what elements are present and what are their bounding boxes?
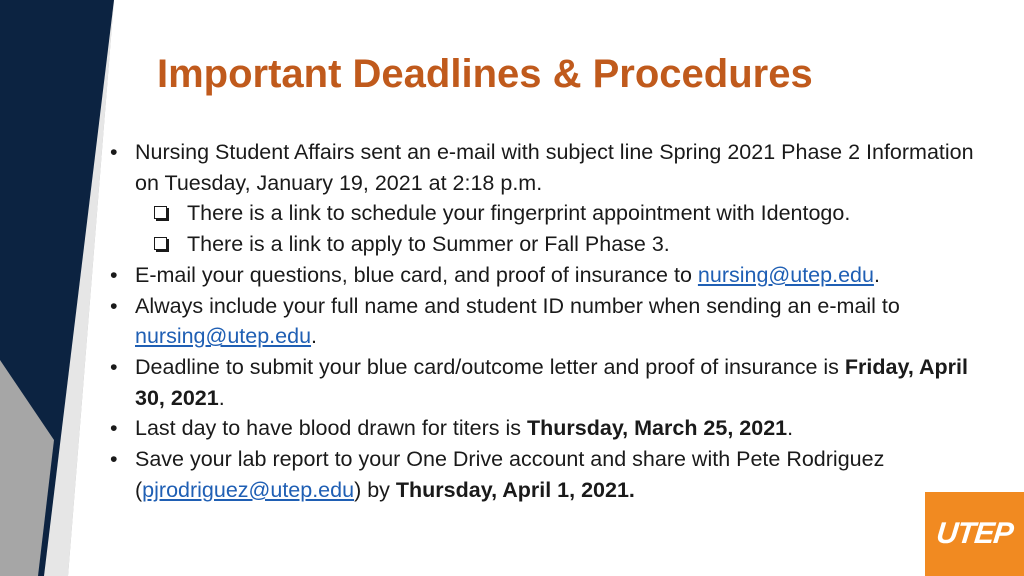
slide-title: Important Deadlines & Procedures — [157, 52, 813, 96]
sub-bullet-text: There is a link to schedule your fingerprint appointment with Identogo. — [187, 201, 851, 226]
bullet-end: . — [311, 324, 318, 349]
bullet-end: . — [873, 262, 880, 287]
bullet-text: Deadline to submit your blue card/outcome letter and proof of insurance is — [135, 354, 845, 379]
bullet-text: Save your lab report to your One Drive account and share with Pete Rodriguez ( — [135, 447, 885, 502]
bullet-text: Always include your full name and student ID number when sending an e-mail to — [135, 293, 900, 318]
bullet-item-deadline-blue-card — [108, 352, 988, 413]
bullet-item-lab-report — [108, 444, 988, 505]
deadline-date: Thursday, March 25, 2021 — [527, 416, 788, 441]
bullet-icon: • — [110, 262, 118, 287]
bullet-icon: • — [110, 447, 118, 472]
deadline-date: Friday, April 30, 2021 — [135, 354, 968, 410]
bullet-icon: • — [110, 354, 118, 379]
checkbox-square-icon — [154, 237, 167, 250]
bullet-end: . — [218, 385, 225, 410]
bullet-icon: • — [110, 140, 118, 164]
bullet-text: Last day to have blood drawn for titers is — [135, 416, 527, 441]
bullet-item-include-name — [108, 291, 988, 352]
deadline-date: Thursday, April 1, 2021. — [395, 477, 635, 502]
email-link-nursing[interactable]: nursing@utep.edu — [135, 324, 312, 349]
bullet-item-email-questions — [108, 260, 988, 291]
bullet-item-blood-draw — [108, 413, 988, 444]
email-link-pjrodriguez[interactable]: pjrodriguez@utep.edu — [142, 477, 355, 502]
bullet-text: Nursing Student Affairs sent an e-mail with subject line Spring 2021 Phase 2 Information on Tuesday, January 19, 2021 at 2:18 p.m. — [135, 140, 974, 195]
bullet-list — [108, 137, 988, 505]
bullet-item-email-sent — [108, 137, 988, 198]
utep-logo-text: UTEP — [934, 517, 1015, 550]
email-link-nursing[interactable]: nursing@utep.edu — [697, 262, 874, 287]
bullet-text: E-mail your questions, blue card, and proof of insurance to — [135, 262, 698, 287]
bullet-mid: ) by — [354, 477, 396, 502]
bullet-icon: • — [110, 416, 118, 441]
bullet-icon: • — [110, 293, 118, 318]
utep-logo — [925, 492, 1024, 576]
bullet-end: . — [787, 416, 794, 441]
checkbox-square-icon — [154, 206, 167, 219]
sub-bullet-item-phase3 — [108, 229, 988, 260]
sub-bullet-text: There is a link to apply to Summer or Fall Phase 3. — [187, 232, 670, 257]
sub-bullet-item-fingerprint — [108, 198, 988, 229]
